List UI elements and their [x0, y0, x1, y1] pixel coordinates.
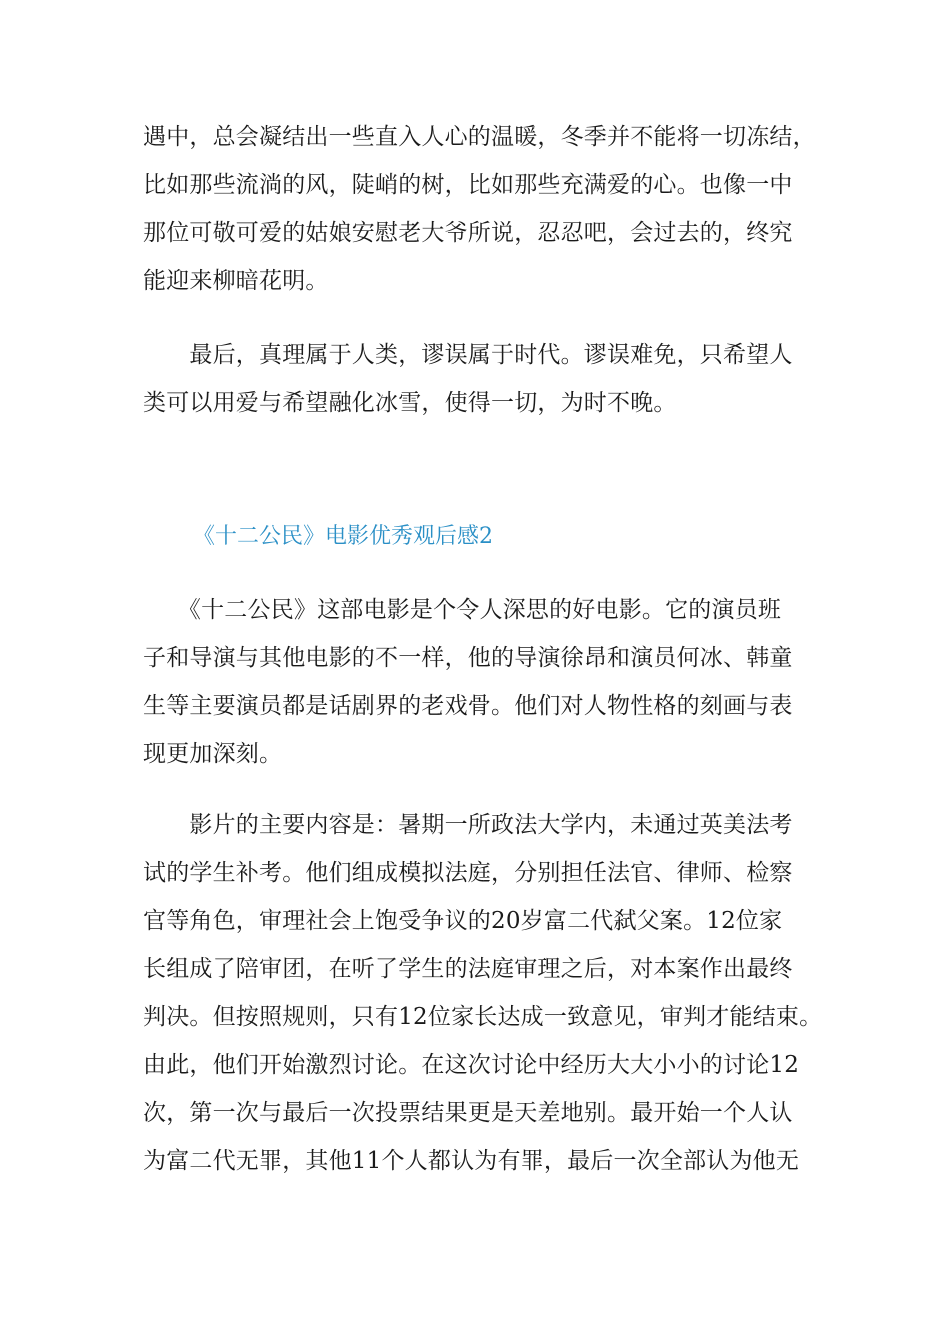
- paragraph-1: [143, 113, 833, 305]
- text-line: 遇中，总会凝结出一些直入人心的温暖，冬季并不能将一切冻结，: [143, 124, 816, 150]
- text-line: 那位可敬可爱的姑娘安慰老大爷所说，忍忍吧，会过去的，终究: [143, 220, 793, 246]
- text-line: 最后，真理属于人类，谬误属于时代。谬误难免，只希望人: [143, 342, 793, 368]
- text-line: 试的学生补考。他们组成模拟法庭，分别担任法官、律师、检察: [143, 860, 793, 886]
- text-line: 影片的主要内容是：暑期一所政法大学内，未通过英美法考: [143, 812, 793, 838]
- paragraph-3: [143, 586, 833, 778]
- text-line: 类可以用爱与希望融化冰雪，使得一切，为时不晚。: [143, 390, 677, 416]
- text-line: 由此，他们开始激烈讨论。在这次讨论中经历大大小小的讨论12: [143, 1052, 800, 1078]
- text-line: 现更加深刻。: [143, 741, 283, 767]
- text-line: 次，第一次与最后一次投票结果更是天差地别。最开始一个人认: [143, 1100, 793, 1126]
- text-line: 比如那些流淌的风，陡峭的树，比如那些充满爱的心。也像一中: [143, 172, 793, 198]
- text-line: 为富二代无罪，其他11个人都认为有罪，最后一次全部认为他无: [143, 1148, 800, 1174]
- text-line: 能迎来柳暗花明。: [143, 268, 329, 294]
- text-line: 官等角色，审理社会上饱受争议的20岁富二代弑父案。12位家: [143, 908, 783, 934]
- paragraph-4: [143, 801, 833, 1185]
- paragraph-2: [143, 331, 833, 427]
- text-line: 长组成了陪审团，在听了学生的法庭审理之后，对本案作出最终: [143, 956, 793, 982]
- text-line: 生等主要演员都是话剧界的老戏骨。他们对人物性格的刻画与表: [143, 693, 793, 719]
- section-heading: 《十二公民》电影优秀观后感2: [193, 524, 493, 549]
- text-line: 判决。但按照规则，只有12位家长达成一致意见，审判才能结束。: [143, 1004, 823, 1030]
- text-line: 子和导演与其他电影的不一样，他的导演徐昂和演员何冰、韩童: [143, 645, 793, 671]
- text-line: 《十二公民》这部电影是个令人深思的好电影。它的演员班: [143, 597, 782, 623]
